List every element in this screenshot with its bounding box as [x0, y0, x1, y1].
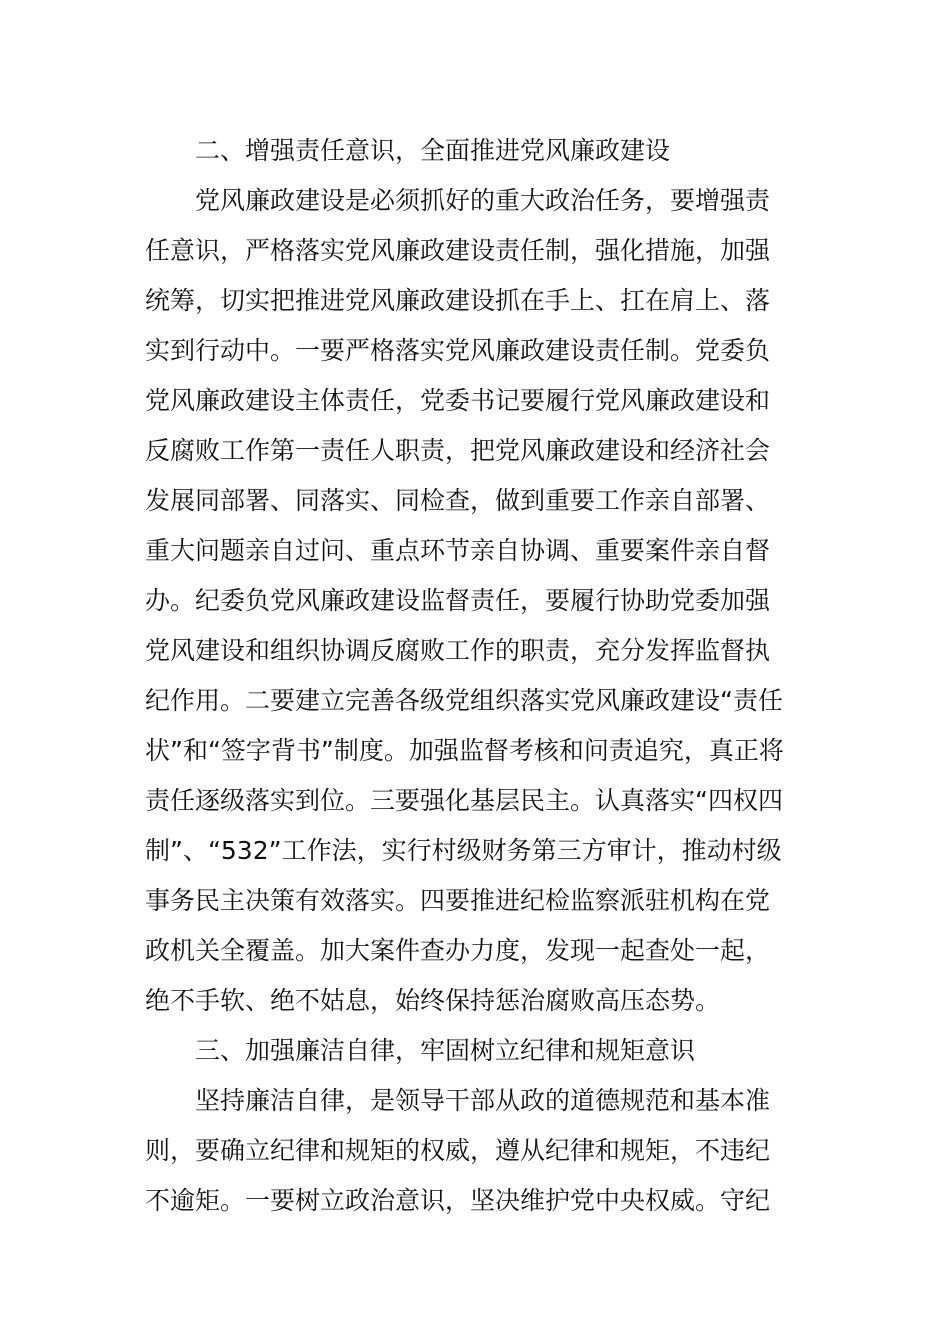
paragraph-line: 反腐败工作第一责任人职责，把党风廉政建设和经济社会: [145, 436, 771, 465]
paragraph-line: 重大问题亲自过问、重点环节亲自协调、重要案件亲自督: [145, 536, 771, 565]
paragraph-line: 责任逐级落实到位。三要强化基层民主。认真落实“四权四: [145, 786, 783, 815]
paragraph-line: 状”和“签字背书”制度。加强监督考核和问责追究，真正将: [145, 736, 784, 765]
paragraph-line: 不逾矩。一要树立政治意识，坚决维护党中央权威。守纪: [145, 1186, 771, 1215]
paragraph-line: 实到行动中。一要严格落实党风廉政建设责任制。党委负: [145, 336, 771, 365]
paragraph-line: 制”、“532”工作法，实行村级财务第三方审计，推动村级: [145, 836, 782, 865]
paragraph-line: 党风廉政建设主体责任，党委书记要履行党风廉政建设和: [145, 386, 771, 415]
paragraph-line: 绝不手软、绝不姑息，始终保持惩治腐败高压态势。: [145, 986, 721, 1015]
section-heading-2: 二、增强责任意识，全面推进党风廉政建设: [195, 136, 671, 165]
paragraph-line: 党风廉政建设是必须抓好的重大政治任务，要增强责: [195, 186, 771, 215]
paragraph-line: 任意识，严格落实党风廉政建设责任制，强化措施，加强: [145, 236, 771, 265]
paragraph-line: 政机关全覆盖。加大案件查办力度，发现一起查处一起，: [145, 936, 771, 965]
paragraph-line: 统筹，切实把推进党风廉政建设抓在手上、扛在肩上、落: [145, 286, 771, 315]
paragraph-line: 则，要确立纪律和规矩的权威，遵从纪律和规矩，不违纪: [145, 1136, 771, 1165]
paragraph-line: 纪作用。二要建立完善各级党组织落实党风廉政建设“责任: [145, 686, 783, 715]
paragraph-line: 坚持廉洁自律，是领导干部从政的道德规范和基本准: [195, 1086, 771, 1115]
section-heading-3: 三、加强廉洁自律，牢固树立纪律和规矩意识: [195, 1036, 696, 1065]
paragraph-line: 事务民主决策有效落实。四要推进纪检监察派驻机构在党: [145, 886, 771, 915]
paragraph-line: 发展同部署、同落实、同检查，做到重要工作亲自部署、: [145, 486, 771, 515]
paragraph-line: 办。纪委负党风廉政建设监督责任，要履行协助党委加强: [145, 586, 771, 615]
paragraph-line: 党风建设和组织协调反腐败工作的职责，充分发挥监督执: [145, 636, 771, 665]
